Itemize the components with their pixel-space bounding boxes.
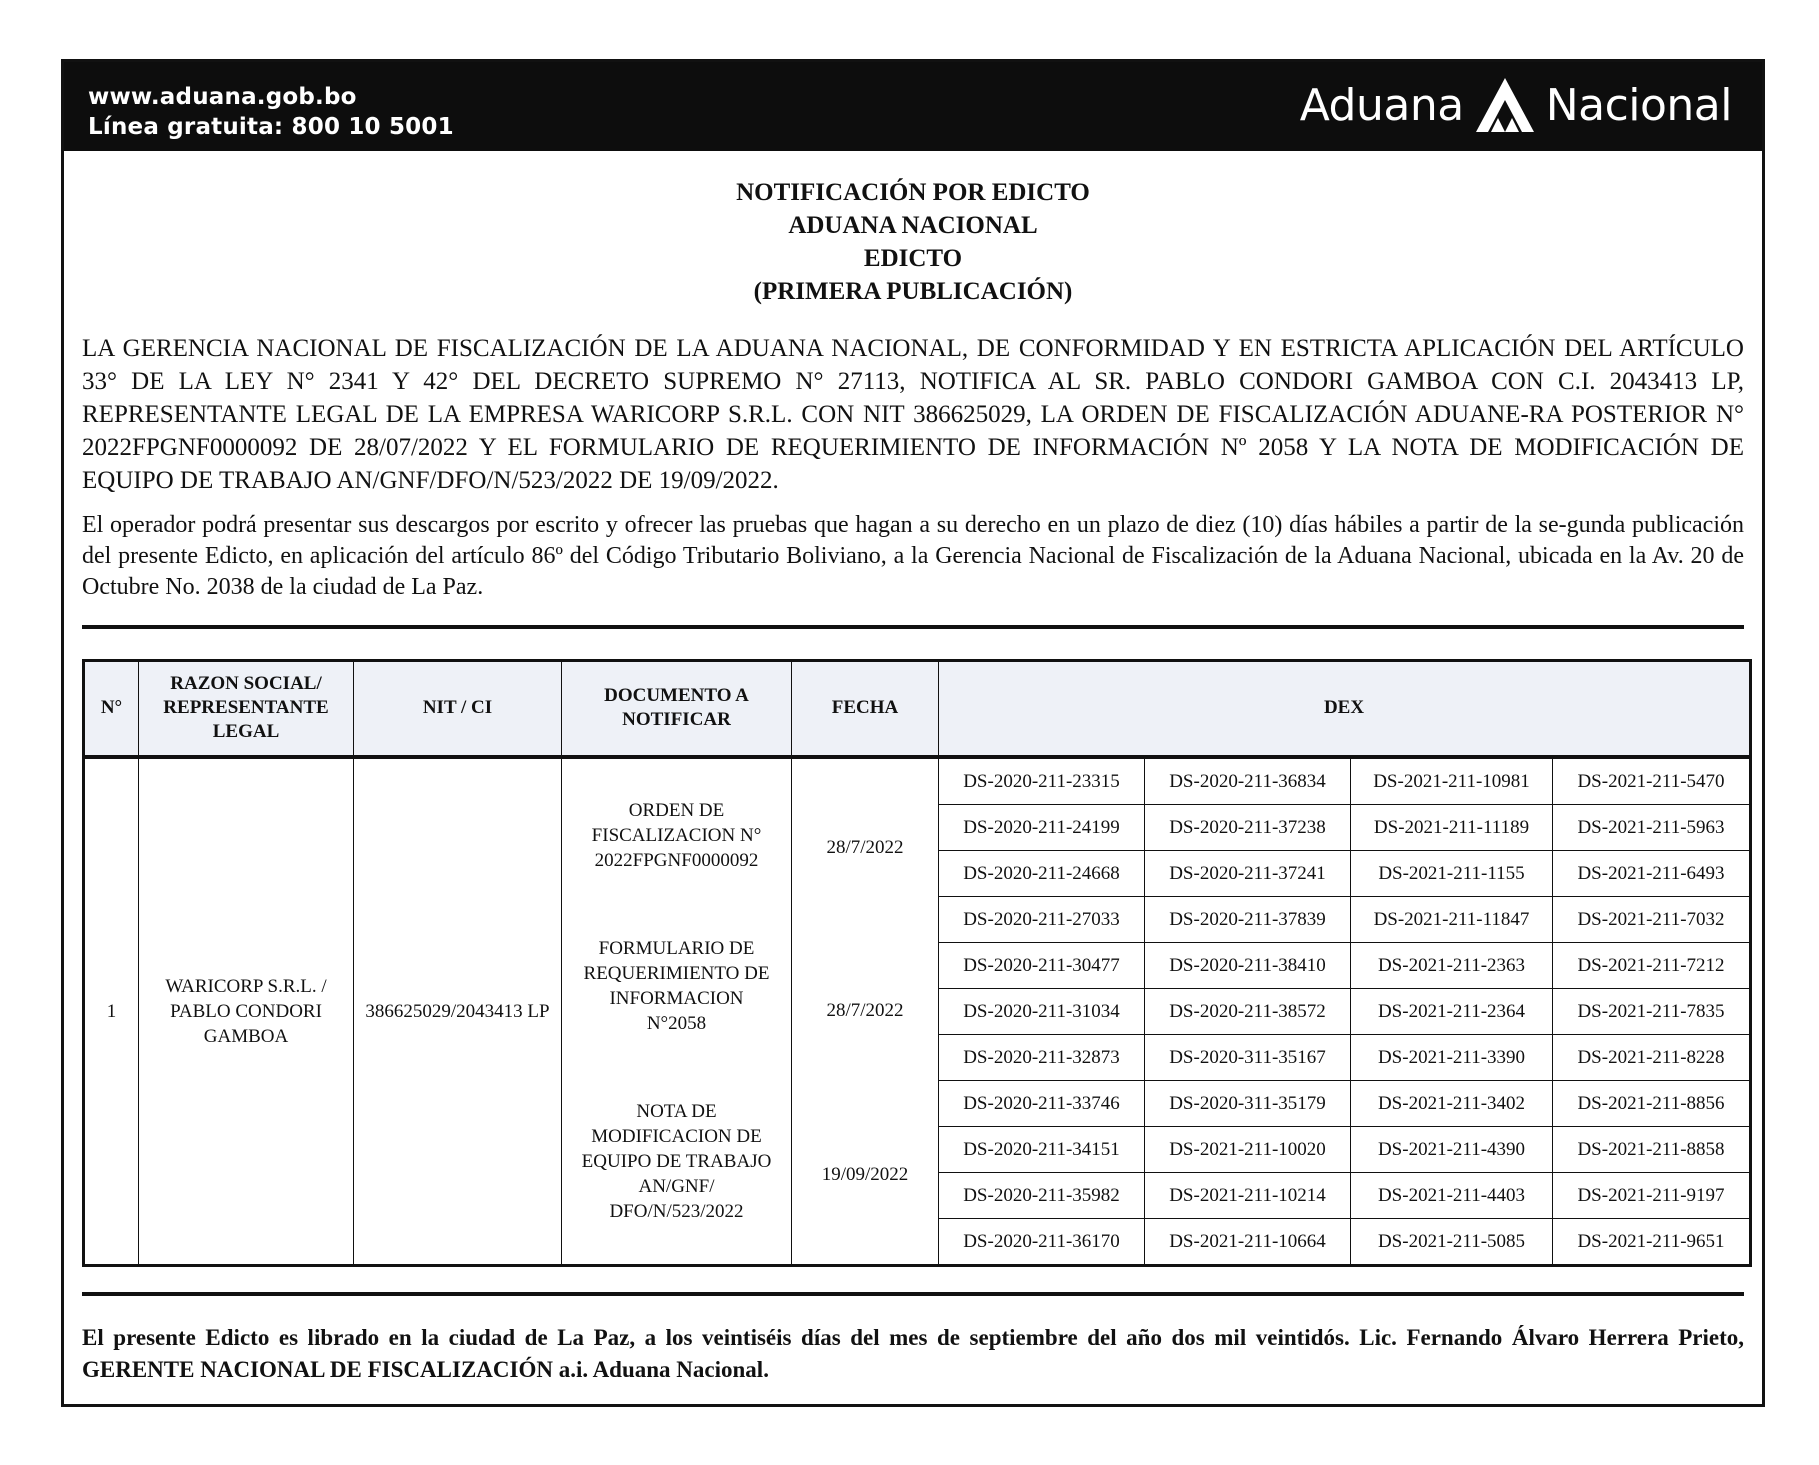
- dex-cell: DS-2021-211-4403: [1351, 1172, 1553, 1218]
- website-link[interactable]: www.aduana.gob.bo: [88, 84, 357, 110]
- dex-cell: DS-2021-211-5085: [1351, 1218, 1553, 1265]
- dex-cell: DS-2020-211-32873: [939, 1034, 1145, 1080]
- header-bar: [64, 62, 1762, 151]
- dex-cell: DS-2021-211-1155: [1351, 850, 1553, 896]
- dex-cell: DS-2020-211-24199: [939, 804, 1145, 850]
- header-razon: RAZON SOCIAL/ REPRESENTANTE LEGAL: [139, 661, 354, 757]
- header-dex: DEX: [939, 661, 1751, 757]
- dex-cell: DS-2021-211-2363: [1351, 942, 1553, 988]
- date-nota: 19/09/2022: [821, 1163, 909, 1185]
- row-razon: WARICORP S.R.L. / PABLO CONDORI GAMBOA: [139, 757, 354, 1266]
- dex-cell: DS-2020-211-30477: [939, 942, 1145, 988]
- dex-cell: DS-2021-211-5470: [1553, 757, 1751, 805]
- dex-cell: DS-2021-211-8856: [1553, 1080, 1751, 1126]
- dex-cell: DS-2021-211-6493: [1553, 850, 1751, 896]
- dex-cell: DS-2020-311-35179: [1145, 1080, 1351, 1126]
- title-line: (PRIMERA PUBLICACIÓN): [753, 278, 1073, 305]
- dex-cell: DS-2021-211-11189: [1351, 804, 1553, 850]
- brand-left-text: Aduana: [1299, 79, 1464, 131]
- document-formulario: FORMULARIO DE REQUERIMIENTO DE INFORMACION N°2058: [583, 937, 770, 1034]
- dex-cell: DS-2020-211-23315: [939, 757, 1145, 805]
- date-orden: 28/7/2022: [826, 837, 904, 859]
- dex-cell: DS-2021-211-10020: [1145, 1126, 1351, 1172]
- dex-cell: DS-2021-211-2364: [1351, 988, 1553, 1034]
- document-orden: ORDEN DE FISCALIZACION N° 2022FPGNF0000092: [591, 799, 762, 871]
- brand-right-text: Nacional: [1545, 79, 1732, 131]
- row-dates: [792, 757, 939, 1266]
- header-num: N°: [84, 661, 139, 757]
- dex-cell: DS-2021-211-7212: [1553, 942, 1751, 988]
- dex-cell: DS-2020-211-36834: [1145, 757, 1351, 805]
- header-documento: DOCUMENTO A NOTIFICAR: [562, 661, 792, 757]
- dex-cell: DS-2021-211-7835: [1553, 988, 1751, 1034]
- notification-table-wrap: [82, 659, 1749, 1267]
- dex-cell: DS-2021-211-10664: [1145, 1218, 1351, 1265]
- header-nit: NIT / CI: [354, 661, 562, 757]
- notification-table: [82, 659, 1752, 1267]
- dex-cell: DS-2020-211-36170: [939, 1218, 1145, 1265]
- signature-footer: El presente Edicto es librado en la ciudad de La Paz, a los veintiséis días del mes de septiembre del año dos mil veintidós. Lic. Fernando Álvaro Herrera Prieto, GERENTE NACIONAL DE FISCALIZACIÓN a.i. Aduana Nacional.: [82, 1325, 1744, 1382]
- dex-cell: DS-2020-211-38410: [1145, 942, 1351, 988]
- divider-bottom: [82, 1292, 1744, 1296]
- contact-block: [88, 82, 454, 142]
- dex-cell: DS-2021-211-3390: [1351, 1034, 1553, 1080]
- dex-cell: DS-2020-211-34151: [939, 1126, 1145, 1172]
- dex-cell: DS-2021-211-7032: [1553, 896, 1751, 942]
- dex-cell: DS-2020-211-31034: [939, 988, 1145, 1034]
- dex-cell: DS-2021-211-9197: [1553, 1172, 1751, 1218]
- document-nota: NOTA DE MODIFICACION DE EQUIPO DE TRABAJO AN/GNF/ DFO/N/523/2022: [581, 1101, 772, 1223]
- title-line: NOTIFICACIÓN POR EDICTO: [736, 179, 1090, 206]
- descargos-paragraph: El operador podrá presentar sus descargos por escrito y ofrecer las pruebas que hagan a su derecho en un plazo de diez (10) días hábiles a partir de la se-gunda publicación del presente Edicto, en aplicación del artículo 86º del Código Tributario Boliviano, a la Gerencia Nacional de Fiscalización de la Aduana Nacional, ubicada en la Av. 20 de Octubre No. 2038 de la ciudad de La Paz.: [82, 512, 1744, 600]
- row-num: 1: [84, 757, 139, 1266]
- dex-cell: DS-2020-211-37839: [1145, 896, 1351, 942]
- dex-cell: DS-2021-211-8228: [1553, 1034, 1751, 1080]
- aduana-logo-icon: [1474, 76, 1536, 134]
- dex-cell: DS-2020-211-24668: [939, 850, 1145, 896]
- notification-paragraph: LA GERENCIA NACIONAL DE FISCALIZACIÓN DE LA ADUANA NACIONAL, DE CONFORMIDAD Y EN ESTRICTA APLICACIÓN DEL ARTÍCULO 33° DE LA LEY N° 2341 Y 42° DEL DECRETO SUPREMO N° 27113, NOTIFICA AL SR. PABLO CONDORI GAMBOA CON C.I. 2043413 LP, REPRESENTANTE LEGAL DE LA EMPRESA WARICORP S.R.L. CON NIT 386625029, LA ORDEN DE FISCALIZACIÓN ADUANE-RA POSTERIOR N° 2022FPGNF0000092 DE 28/07/2022 Y EL FORMULARIO DE REQUERIMIENTO DE INFORMACIÓN Nº 2058 Y LA NOTA DE MODIFICACIÓN DE EQUIPO DE TRABAJO AN/GNF/DFO/N/523/2022 DE 19/09/2022.: [82, 335, 1744, 494]
- hotline-text: Línea gratuita: 800 10 5001: [88, 114, 454, 140]
- header-fecha: FECHA: [792, 661, 939, 757]
- date-formulario: 28/7/2022: [826, 1000, 904, 1022]
- title-line: ADUANA NACIONAL: [788, 212, 1038, 239]
- table-row: [84, 757, 1751, 805]
- dex-cell: DS-2021-211-8858: [1553, 1126, 1751, 1172]
- dex-cell: DS-2020-211-38572: [1145, 988, 1351, 1034]
- dex-cell: DS-2020-211-35982: [939, 1172, 1145, 1218]
- edict-titles: [64, 176, 1762, 308]
- dex-cell: DS-2020-311-35167: [1145, 1034, 1351, 1080]
- edict-frame: [61, 59, 1765, 1407]
- dex-cell: DS-2021-211-10981: [1351, 757, 1553, 805]
- dex-cell: DS-2021-211-5963: [1553, 804, 1751, 850]
- dex-cell: DS-2020-211-27033: [939, 896, 1145, 942]
- divider-top: [82, 625, 1744, 629]
- dex-cell: DS-2021-211-3402: [1351, 1080, 1553, 1126]
- row-nit: 386625029/2043413 LP: [354, 757, 562, 1266]
- dex-cell: DS-2020-211-33746: [939, 1080, 1145, 1126]
- dex-cell: DS-2020-211-37238: [1145, 804, 1351, 850]
- table-header-row: [84, 661, 1751, 757]
- dex-cell: DS-2021-211-4390: [1351, 1126, 1553, 1172]
- brand-logo: [1300, 70, 1732, 140]
- dex-cell: DS-2020-211-37241: [1145, 850, 1351, 896]
- dex-cell: DS-2021-211-10214: [1145, 1172, 1351, 1218]
- title-line: EDICTO: [863, 245, 963, 272]
- dex-cell: DS-2021-211-11847: [1351, 896, 1553, 942]
- dex-cell: DS-2021-211-9651: [1553, 1218, 1751, 1265]
- row-documents: [562, 757, 792, 1266]
